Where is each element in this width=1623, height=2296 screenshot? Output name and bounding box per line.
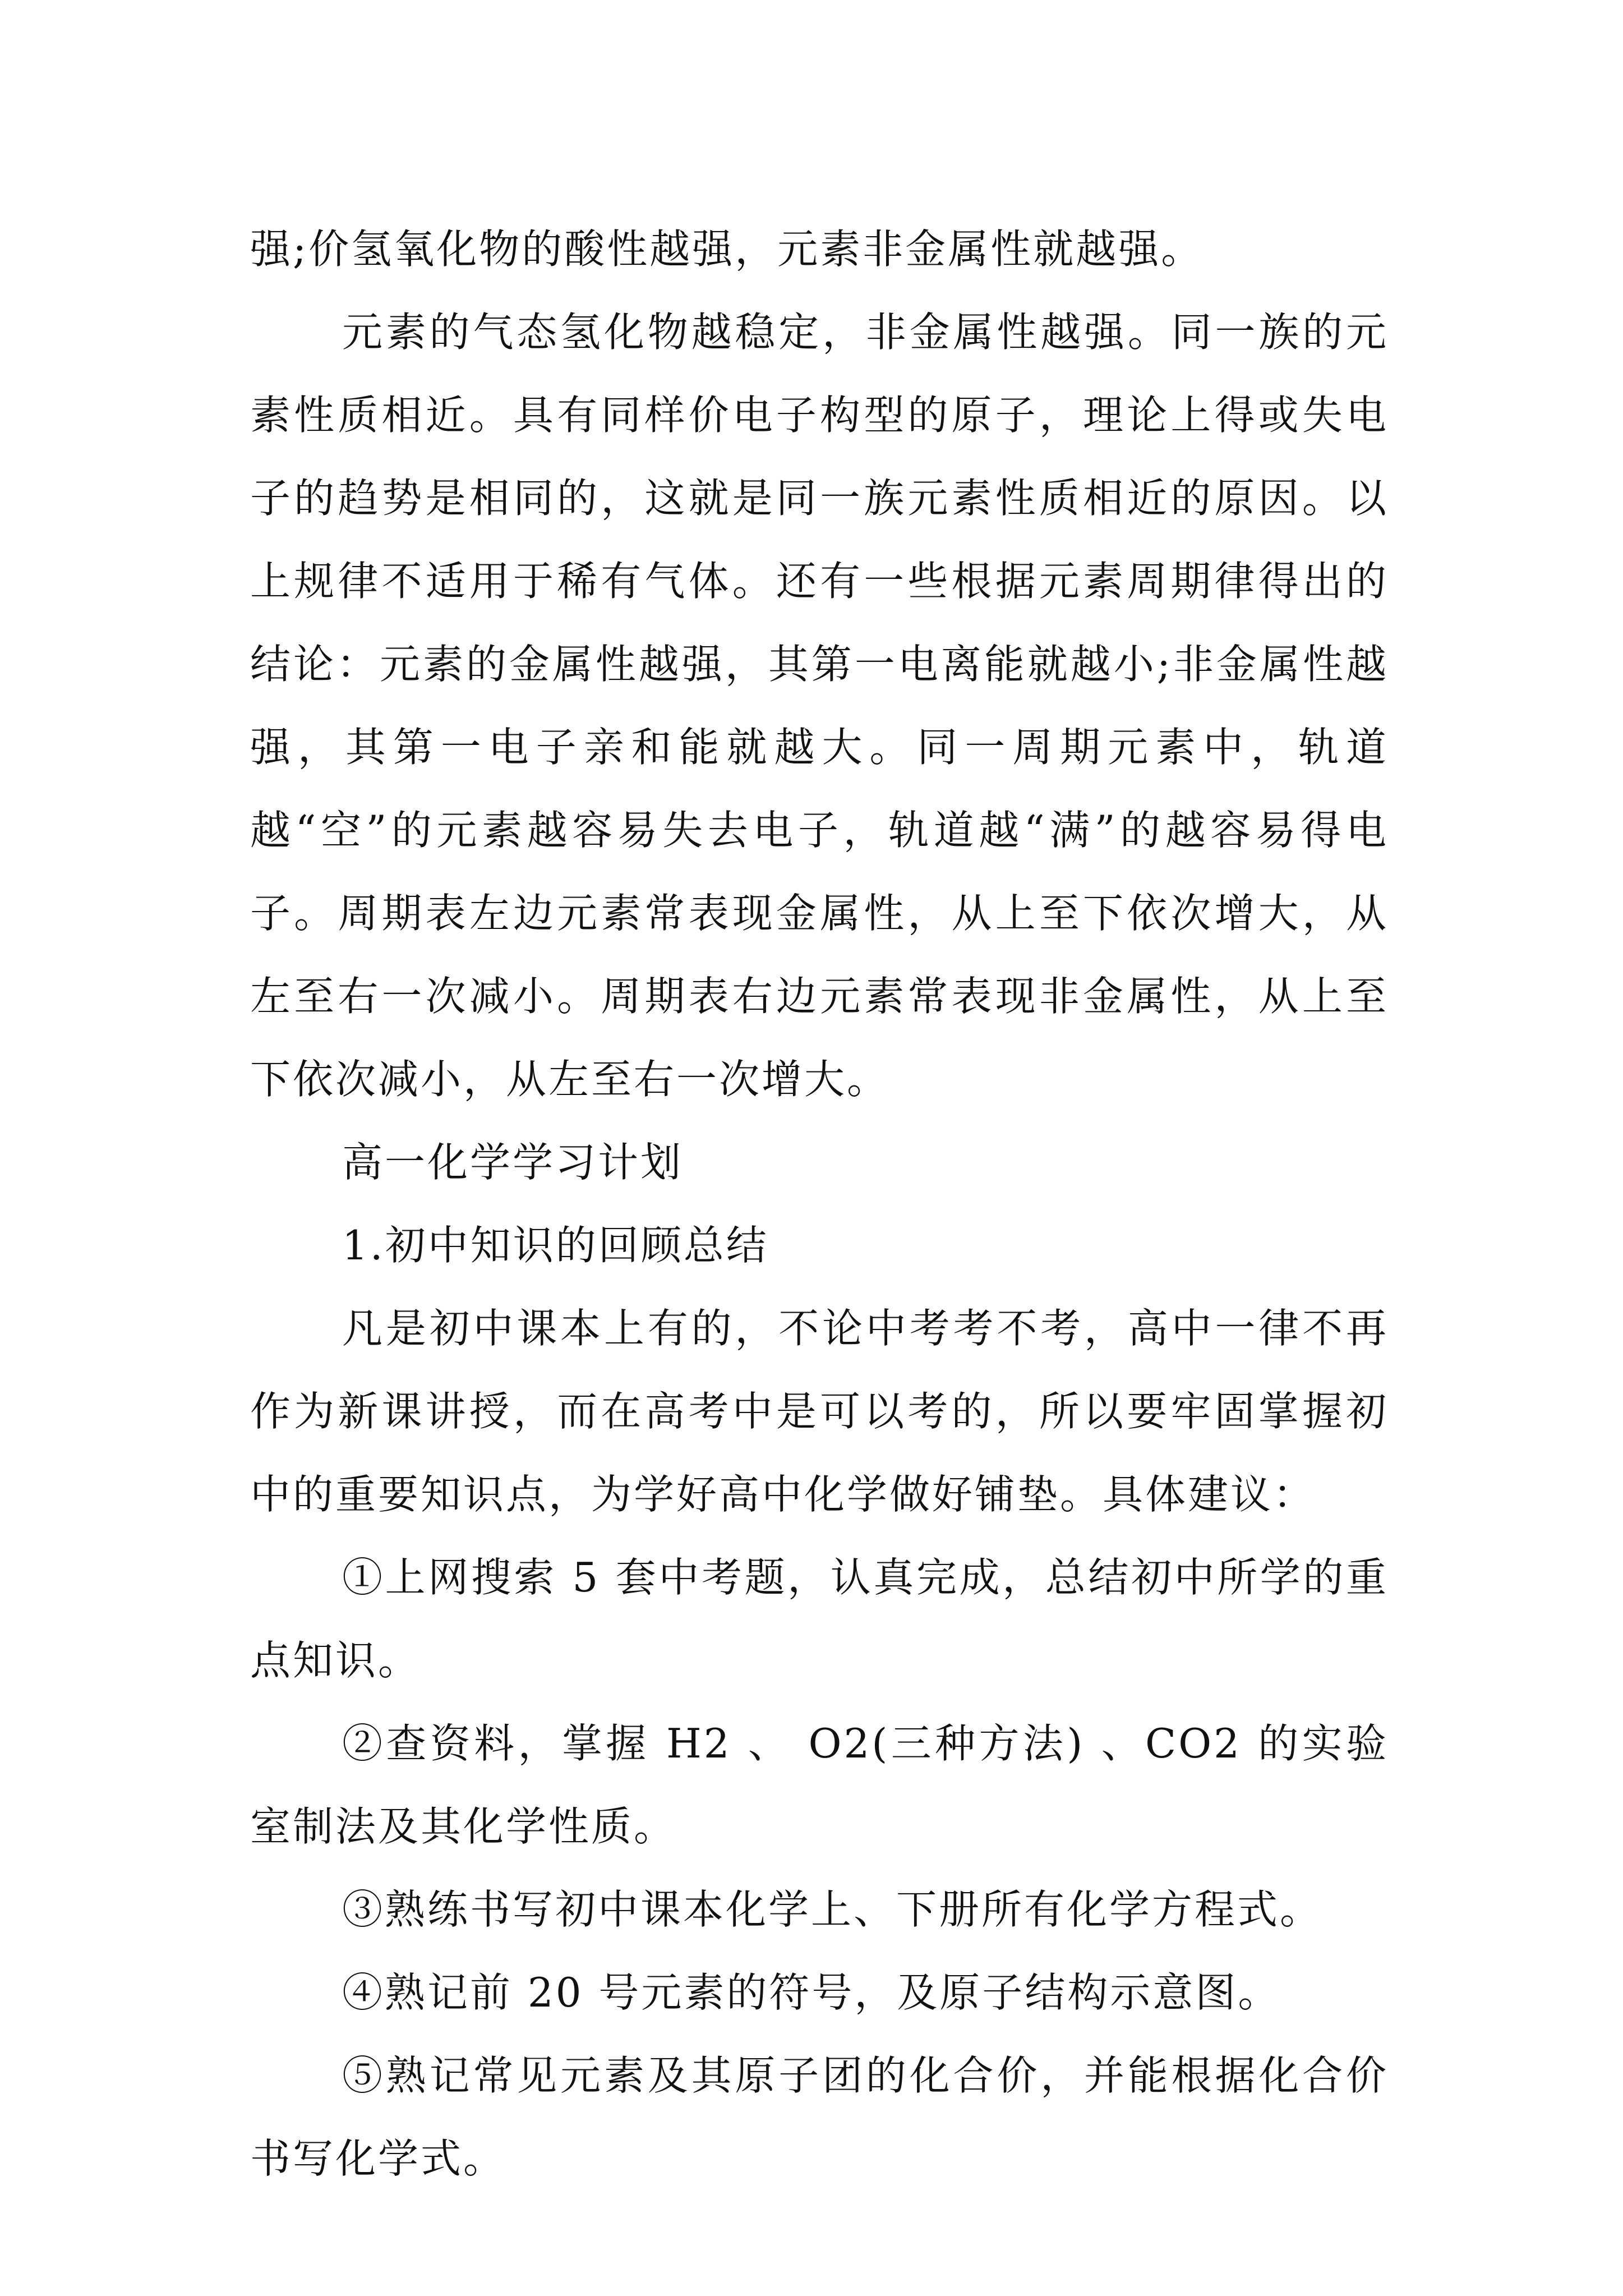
paragraph-continuation: 强;价氢氧化物的酸性越强，元素非金属性就越强。	[250, 226, 1204, 273]
list-item-2: ②查资料，掌握 H2 、 O2(三种方法) 、CO2 的实验室制法及其化学性质。	[250, 1720, 1389, 1850]
paragraph-review-intro: 凡是初中课本上有的，不论中考考不考，高中一律不再作为新课讲授，而在高考中是可以考的，所以要牢固掌握初中的重要知识点，为学好高中化学做好铺垫。具体建议：	[250, 1305, 1389, 1518]
list-item-3: ③熟练书写初中课本化学上、下册所有化学方程式。	[342, 1886, 1323, 1933]
list-item-4: ④熟记前 20 号元素的符号，及原子结构示意图。	[342, 1969, 1281, 2016]
paragraph-periodic-law: 元素的气态氢化物越稳定，非金属性越强。同一族的元素性质相近。具有同样价电子构型的原子，理论上得或失电子的趋势是相同的，这就是同一族元素性质相近的原因。以上规律不适用于稀有气体。还有一些根据元素周期律得出的结论：元素的金属性越强，其第一电离能就越小;非金属性越强，其第一电子亲和能就越大。同一周期元素中，轨道越“空”的元素越容易失去电子，轨道越“满”的越容易得电子。周期表左边元素常表现金属性，从上至下依次增大，从左至右一次减小。周期表右边元素常表现非金属性，从上至下依次减小，从左至右一次增大。	[250, 309, 1389, 1103]
section-heading-study-plan: 高一化学学习计划	[342, 1139, 684, 1186]
document-body	[250, 208, 1389, 2200]
subheading-junior-review: 1.初中知识的回顾总结	[342, 1222, 769, 1269]
list-item-1: ①上网搜索 5 套中考题，认真完成，总结初中所学的重点知识。	[250, 1554, 1389, 1684]
list-item-5: ⑤熟记常见元素及其原子团的化合价，并能根据化合价书写化学式。	[250, 2052, 1389, 2182]
